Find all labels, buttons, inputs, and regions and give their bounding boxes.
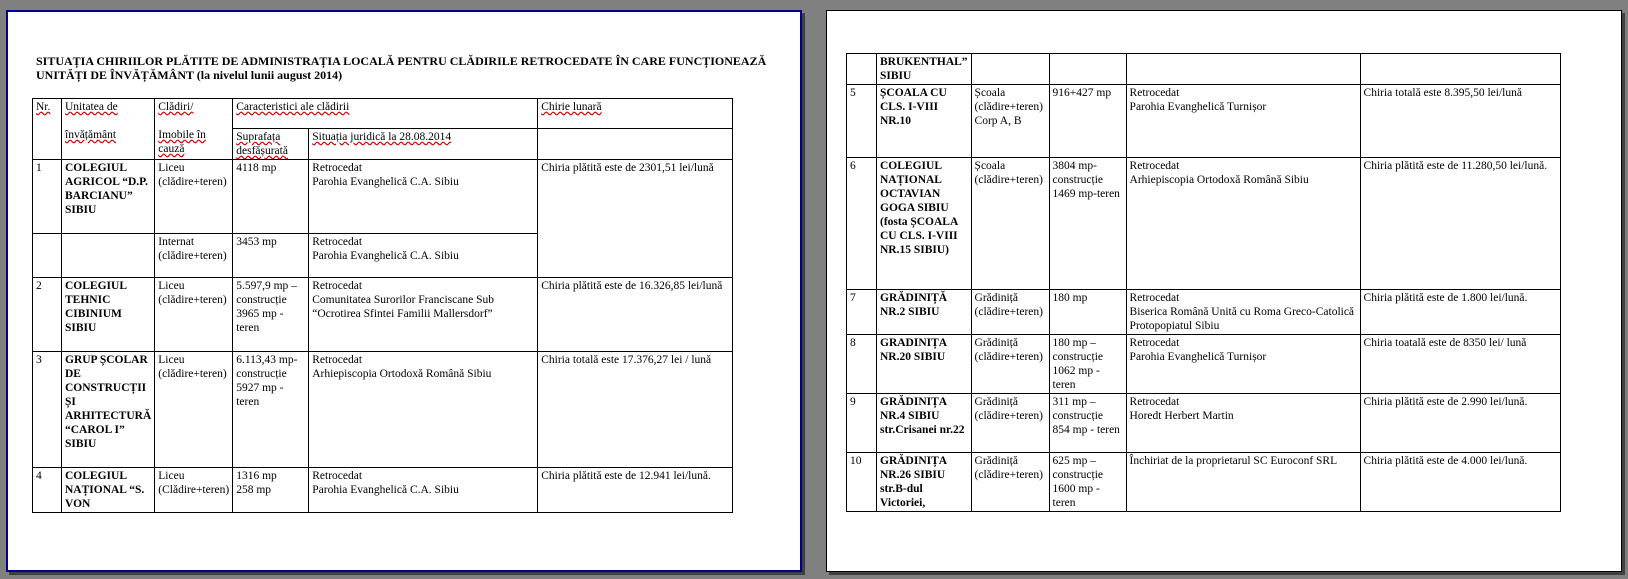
row-status: Închiriat de la proprietarul SC Euroconf SRL [1126,453,1360,512]
rent-table-page-1 [32,98,733,513]
row-nr: 2 [33,278,62,352]
row-rent: Chiria plătită este de 11.280,50 lei/lună. [1360,158,1560,290]
row-building: Școala (clădire+teren) [971,158,1049,290]
row-status: Retrocedat Parohia Evanghelică C.A. Sibiu [309,234,538,278]
row-unit: GRĂDINIȚĂ NR.2 SIBIU [877,290,972,335]
header-cladiri: Clădiri/ Imobile în cauză [155,99,233,160]
row-nr: 7 [847,290,877,335]
row-nr: 3 [33,352,62,468]
table-row [847,85,1561,158]
row-area [1049,54,1126,85]
table-row [847,453,1561,512]
row-status: Retrocedat Comunitatea Surorilor Franciscane Sub “Ocrotirea Sfintei Familii Mallersdorf” [309,278,538,352]
header-unitatea: Unitatea de învățământ [62,99,155,160]
document-page-right [826,10,1622,572]
row-status: Retrocedat Parohia Evanghelică C.A. Sibiu [309,160,538,234]
row-rent [1360,54,1560,85]
header-caracteristici: Caracteristici ale clădirii [233,99,538,129]
row-area: 180 mp – construcție 1062 mp - teren [1049,335,1126,394]
row-unit: COLEGIUL NAȚIONAL OCTAVIAN GOGA SIBIU (fosta ȘCOALA CU CLS. I-VIII NR.15 SIBIU) [877,158,972,290]
row-unit: GRĂDINIȚA NR.26 SIBIU str.B-dul Victoriei, [877,453,972,512]
row-building: Liceu (Clădire+teren) [155,468,233,513]
row-unit: GRADINIȚA NR.20 SIBIU [877,335,972,394]
row-nr: 6 [847,158,877,290]
row-building: Liceu (clădire+teren) [155,278,233,352]
row-rent: Chiria plătită este de 4.000 lei/lună. [1360,453,1560,512]
row-rent: Chiria totală este 17.376,27 lei / lună [538,352,733,468]
row-area: 3804 mp-construcție 1469 mp-teren [1049,158,1126,290]
row-area: 4118 mp [233,160,309,234]
row-status: Retrocedat Biserica Română Unită cu Roma Greco-Catolică Protopopiatul Sibiu [1126,290,1360,335]
row-building: Grădiniță (clădire+teren) [971,394,1049,453]
row-area: 625 mp – construcție 1600 mp - teren [1049,453,1126,512]
row-status: Retrocedat Arhiepiscopia Ortodoxă Română Sibiu [1126,158,1360,290]
header-nr: Nr. [33,99,62,160]
row-building: Liceu (clădire+teren) [155,352,233,468]
row-unit [62,234,155,278]
row-building: Grădiniță (clădire+teren) [971,290,1049,335]
row-unit: ȘCOALA CU CLS. I-VIII NR.10 [877,85,972,158]
row-area: 5.597,9 mp – construcție 3965 mp - teren [233,278,309,352]
rent-table-page-2 [846,53,1561,512]
row-status: Retrocedat Parohia Evanghelică Turnișor [1126,85,1360,158]
table-row [33,160,733,234]
header-empty-cell [538,129,733,160]
row-nr [33,234,62,278]
row-building: Grădiniță (clădire+teren) [971,335,1049,394]
row-unit: GRĂDINIȚA NR.4 SIBIU str.Crisanei nr.22 [877,394,972,453]
row-area: 180 mp [1049,290,1126,335]
row-area: 916+427 mp [1049,85,1126,158]
row-rent: Chiria totală este 8.395,50 lei/lună [1360,85,1560,158]
row-building: Liceu (clădire+teren) [155,160,233,234]
row-rent: Chiria plătită este de 12.941 lei/lună. [538,468,733,513]
row-status [1126,54,1360,85]
row-building: Internat (clădire+teren) [155,234,233,278]
row-building: Școala (clădire+teren) Corp A, B [971,85,1049,158]
row-nr: 4 [33,468,62,513]
row-area: 1316 mp 258 mp [233,468,309,513]
header-suprafata: Suprafața desfășurată [233,129,309,160]
row-status: Retrocedat Horedt Herbert Martin [1126,394,1360,453]
row-status: Retrocedat Parohia Evanghelică C.A. Sibiu [309,468,538,513]
row-nr: 10 [847,453,877,512]
row-nr [847,54,877,85]
row-rent: Chiria plătită este de 16.326,85 lei/lună [538,278,733,352]
row-area: 3453 mp [233,234,309,278]
row-status: Retrocedat Arhiepiscopia Ortodoxă Română Sibiu [309,352,538,468]
table-row [33,352,733,468]
row-building [971,54,1049,85]
row-unit: COLEGIUL AGRICOL “D.P. BARCIANU” SIBIU [62,160,155,234]
row-nr: 1 [33,160,62,234]
row-status: Retrocedat Parohia Evanghelică Turnișor [1126,335,1360,394]
row-unit: GRUP ȘCOLAR DE CONSTRUCȚII ȘI ARHITECTURĂ “CAROL I” SIBIU [62,352,155,468]
table-row [33,278,733,352]
row-nr: 9 [847,394,877,453]
row-rent: Chiria plătită este de 2.990 lei/lună. [1360,394,1560,453]
row-rent: Chiria plătită este de 2301,51 lei/lună [538,160,733,278]
row-unit: BRUKENTHAL” SIBIU [877,54,972,85]
table-row [847,335,1561,394]
row-area: 6.113,43 mp-construcție 5927 mp - teren [233,352,309,468]
header-situatia: Situația juridică la 28.08.2014 [309,129,538,160]
table-row [847,158,1561,290]
row-nr: 5 [847,85,877,158]
table-header-row [33,99,733,129]
row-area: 311 mp – construcție 854 mp - teren [1049,394,1126,453]
row-rent: Chiria plătită este de 1.800 lei/lună. [1360,290,1560,335]
row-building: Grădiniță (clădire+teren) [971,453,1049,512]
header-chirie: Chirie lunară [538,99,733,129]
table-row [33,468,733,513]
row-unit: COLEGIUL NAȚIONAL “S. VON [62,468,155,513]
row-nr: 8 [847,335,877,394]
document-page-left [6,10,802,572]
table-row [847,54,1561,85]
table-row [847,394,1561,453]
row-unit: COLEGIUL TEHNIC CIBINIUM SIBIU [62,278,155,352]
row-rent: Chiria toatală este de 8350 lei/ lună [1360,335,1560,394]
document-title: SITUAȚIA CHIRIILOR PLĂTITE DE ADMINISTRAȚIA LOCALĂ PENTRU CLĂDIRILE RETROCEDATE ÎN CARE FUNCȚIONEAZĂ UNITĂȚI DE ÎNVĂȚĂMÂNT (la nivelul lunii august 2014) [36,54,767,82]
table-row [847,290,1561,335]
